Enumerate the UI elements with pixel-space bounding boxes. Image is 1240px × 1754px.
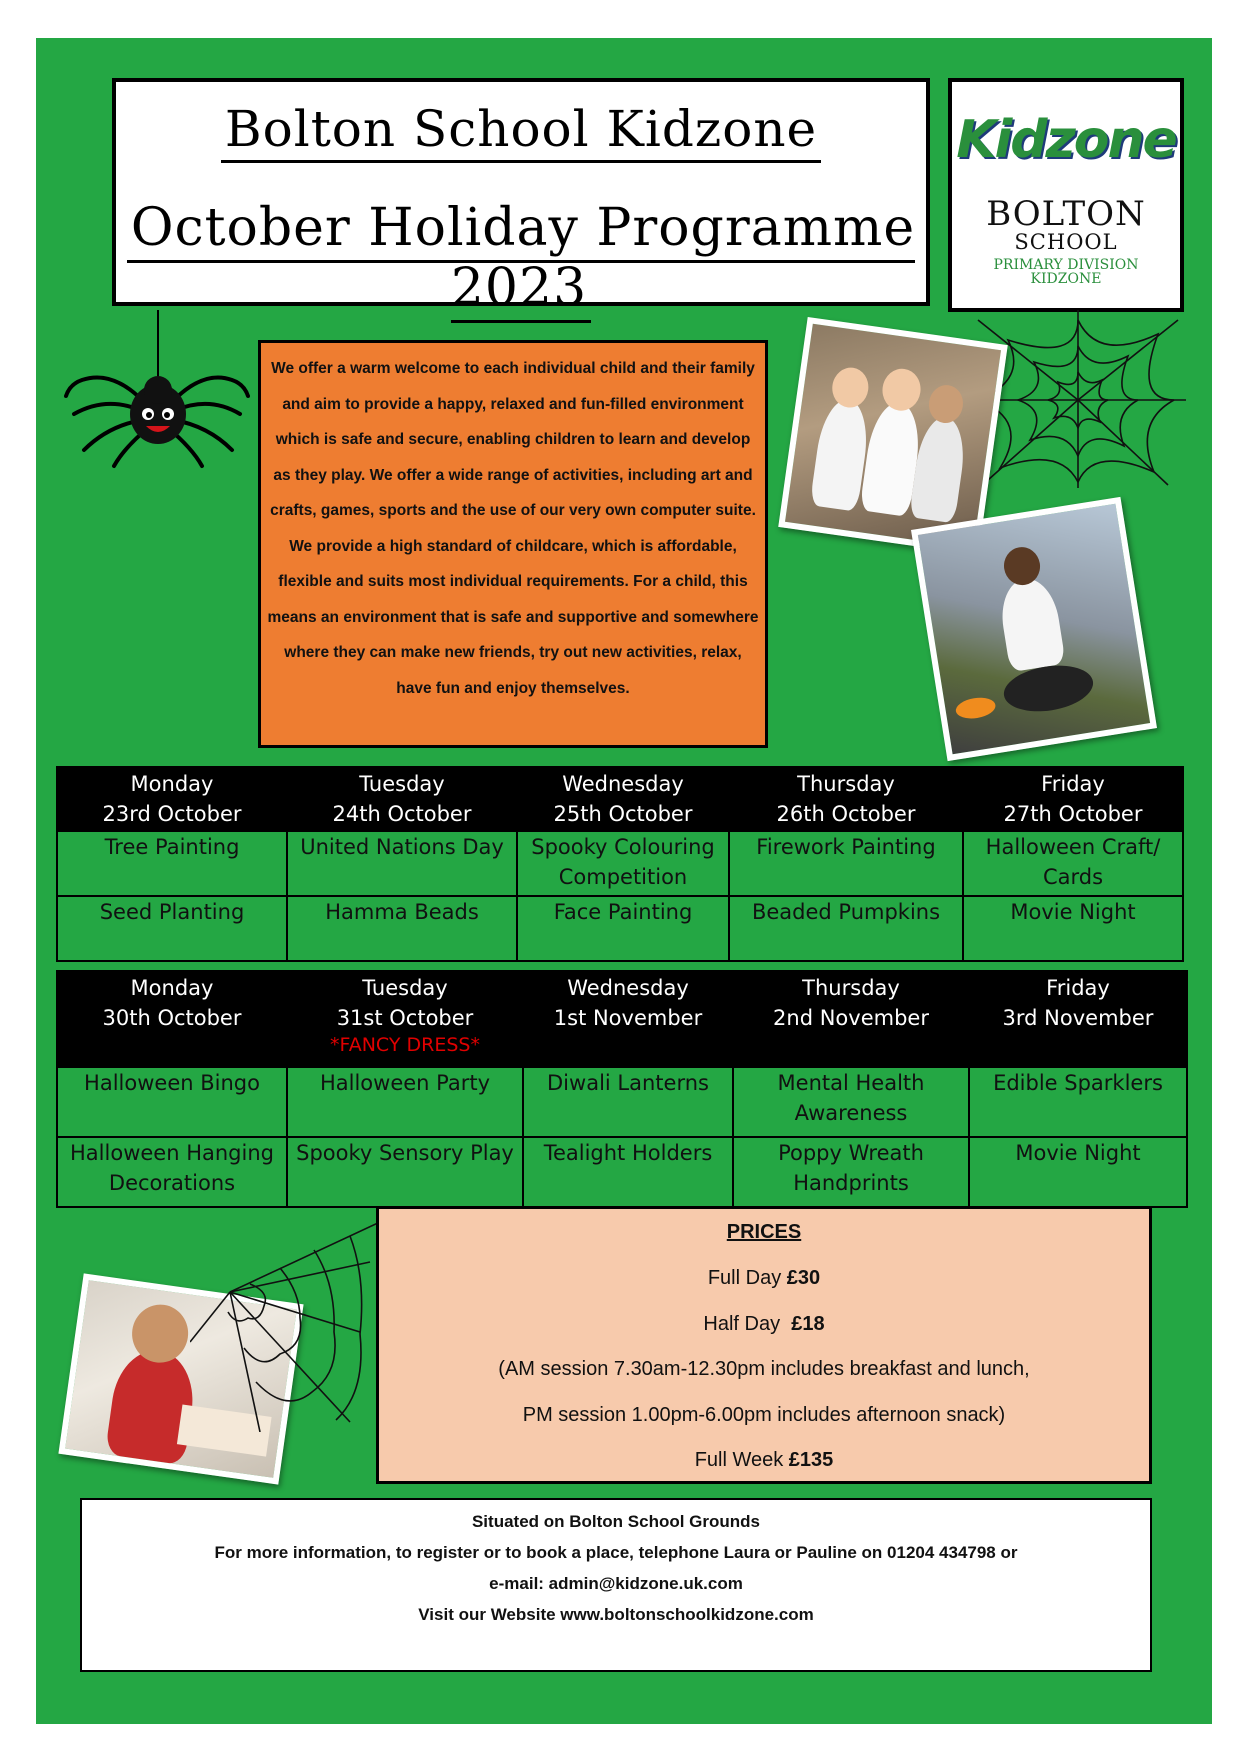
week1-pm-row	[57, 896, 1183, 961]
activity-cell: Mental Health Awareness	[733, 1067, 969, 1137]
logo-brand: Kidzone	[956, 110, 1176, 170]
prices-heading: PRICES	[726, 1221, 802, 1243]
activity-cell: Beaded Pumpkins	[729, 896, 963, 961]
schedule-week-2	[56, 970, 1188, 1208]
activity-cell: Spooky Sensory Play	[287, 1137, 523, 1207]
activity-cell: Firework Painting	[729, 831, 963, 896]
activity-cell: Halloween Bingo	[57, 1067, 287, 1137]
activity-cell: Movie Night	[969, 1137, 1187, 1207]
contact-telephone: For more information, to register or to book a place, telephone Laura or Pauline on 01204 434798 or	[214, 1543, 1018, 1562]
price-am-session: (AM session 7.30am-12.30pm includes breakfast and lunch,	[498, 1358, 1030, 1380]
week2-day-header: Thursday 2nd November	[733, 971, 969, 1067]
logo-division-1: PRIMARY DIVISION	[993, 257, 1139, 273]
activity-cell: Seed Planting	[57, 896, 287, 961]
logo-division-2: KIDZONE	[1030, 271, 1102, 287]
fancy-dress-note: *FANCY DRESS*	[330, 1034, 480, 1056]
week1-day-header: Thursday 26th October	[729, 767, 963, 831]
week2-am-row	[57, 1067, 1187, 1137]
week1-day-header: Monday 23rd October	[57, 767, 287, 831]
logo-school: SCHOOL	[1014, 230, 1118, 254]
activity-cell: Halloween Hanging Decorations	[57, 1137, 287, 1207]
title-line-1: Bolton School Kidzone	[221, 100, 821, 163]
photo-child-balancing	[911, 497, 1157, 761]
activity-cell: Poppy Wreath Handprints	[733, 1137, 969, 1207]
activity-cell: Tree Painting	[57, 831, 287, 896]
week2-pm-row	[57, 1137, 1187, 1207]
logo-org: BOLTON	[986, 194, 1146, 234]
activity-cell: Halloween Craft/ Cards	[963, 831, 1183, 896]
contact-email: e-mail: admin@kidzone.uk.com	[489, 1574, 743, 1593]
week2-day-header: Friday 3rd November	[969, 971, 1187, 1067]
week1-am-row	[57, 831, 1183, 896]
activity-cell: United Nations Day	[287, 831, 517, 896]
activity-cell: Movie Night	[963, 896, 1183, 961]
schedule-week-1	[56, 766, 1184, 962]
prices-box	[376, 1206, 1152, 1484]
price-full-week: Full Week £135	[694, 1449, 834, 1471]
contact-website: Visit our Website www.boltonschoolkidzone.com	[418, 1605, 814, 1624]
activity-cell: Halloween Party	[287, 1067, 523, 1137]
week2-day-header: Tuesday 31st October *FANCY DRESS*	[287, 971, 523, 1067]
spider-icon	[62, 310, 252, 470]
contact-location: Situated on Bolton School Grounds	[471, 1512, 761, 1531]
week1-day-header: Friday 27th October	[963, 767, 1183, 831]
cobweb-icon	[968, 310, 1188, 490]
kidzone-logo	[948, 78, 1184, 312]
week1-day-header: Wednesday 25th October	[517, 767, 729, 831]
week2-day-header: Wednesday 1st November	[523, 971, 733, 1067]
week2-header-row	[57, 971, 1187, 1067]
week2-day-header: Monday 30th October	[57, 971, 287, 1067]
week1-day-header: Tuesday 24th October	[287, 767, 517, 831]
activity-cell: Hamma Beads	[287, 896, 517, 961]
activity-cell: Edible Sparklers	[969, 1067, 1187, 1137]
activity-cell: Tealight Holders	[523, 1137, 733, 1207]
week1-header-row	[57, 767, 1183, 831]
price-pm-session: PM session 1.00pm-6.00pm includes afternoon snack)	[522, 1404, 1006, 1426]
activity-cell: Face Painting	[517, 896, 729, 961]
intro-text: We offer a warm welcome to each individual child and their family and aim to provide a happy, relaxed and fun-filled environment which is safe and secure, enabling children to learn and develop as they play. We offer a wide range of activities, including art and crafts, games, sports and the use of our very own computer suite. We provide a high standard of childcare, which is affordable, flexible and suits most individual requirements. For a child, this means an environment that is safe and supportive and somewhere where they can make new friends, try out new activities, relax, have fun and enjoy themselves.	[258, 340, 768, 748]
price-full-day: Full Day £30	[707, 1267, 821, 1289]
activity-cell: Spooky Colouring Competition	[517, 831, 729, 896]
title-line-2: October Holiday Programme 2023	[127, 198, 915, 323]
activity-cell: Diwali Lanterns	[523, 1067, 733, 1137]
contact-box	[80, 1498, 1152, 1672]
cobweb-icon	[190, 1222, 380, 1432]
title-box	[112, 78, 930, 318]
price-half-day: Half Day £18	[703, 1313, 825, 1335]
